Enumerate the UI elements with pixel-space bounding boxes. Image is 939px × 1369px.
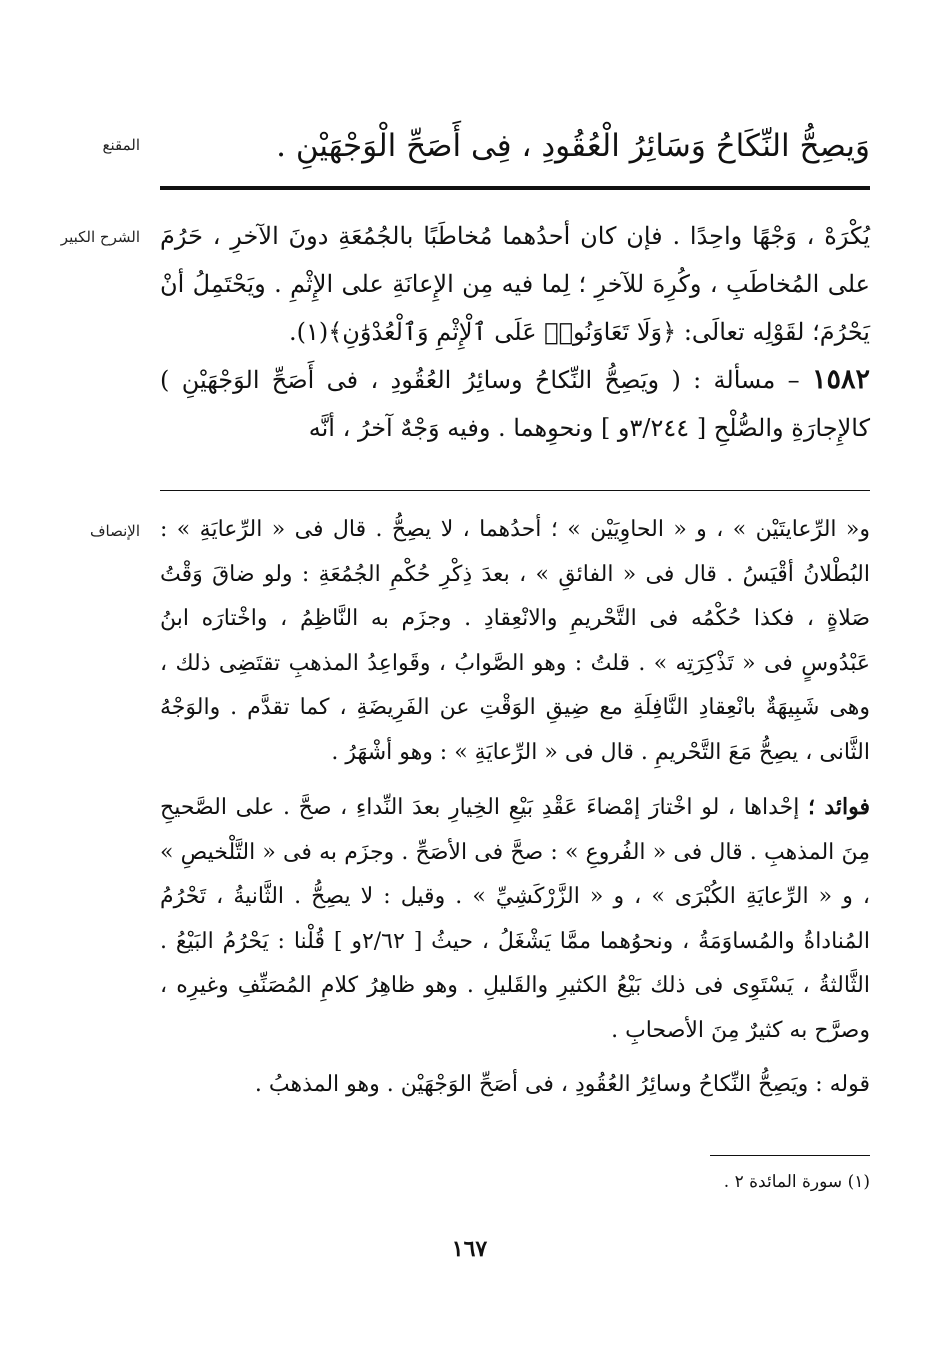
insaf-paragraph-1: و« الرِّعايتَيْن » ، و « الحاوِيَيْن » ؛ أحدُهما ، لا يصِحُّ . قال فى « الرِّعايَةِ » : البُطْلانُ أقْيَسُ . قال فى « الفائقِ » ، بعدَ ذِكْرِ حُكْمِ الجُمُعَةِ : ولو ضاقَ وَقْتُ صَلاةٍ ، فكذا حُكْمُه فى التَّحْريمِ والانْعِقادِ . وجزَم به النَّاظِمُ ، واخْتارَه ابنُ عَبْدُوسٍ فى « تَذْكِرَتِه » . قلتُ : وهو الصَّوابُ ، وقَواعِدُ المذهبِ تقتَضِى ذلك ، وهى شَبِيهَةٌ بانْعِقادِ النَّافِلَةِ مع ضِيقِ الوَقْتِ عن الفَرِيضَةِ ، كما تقدَّم . والوَجْهُ الثَّانى ، يصِحُّ مَعَ التَّحْريمِ . قال فى « الرِّعايَةِ » : وهو أشْهَرُ .: [160, 517, 871, 765]
insaf-paragraph-2: [160, 785, 870, 1053]
page-number: ١٦٧: [451, 1236, 488, 1262]
sharh-intro: يُكْرَهْ ، وَجْهًا واحِدًا . فإن كان أحدُهما مُخاطَبًا بالجُمُعَةِ دونَ الآخرِ ، حَرُمَ على المُخاطَبِ ، وكُرِهَ للآخرِ ؛ لِما فيه مِن الإِعانَةِ على الإِثْمِ . ويَحْتَمِلُ أنْ يَحْرُمَ؛ لقَوْلِه تعالَى: ﴿وَلَا تَعَاوَنُوا۟ عَلَى ٱلْإِثْمِ وَٱلْعُدْوَٰنِ﴾(١).: [160, 222, 870, 346]
fawaid-heading: فوائد ؛: [808, 794, 870, 820]
insaf-paragraph-3: قوله : ويَصِحُّ النِّكاحُ وسائِرُ العُقُودِ ، فى أصَحِّ الوَجْهَيْن . وهو المذهبُ .: [254, 1072, 870, 1097]
footnote: (١) سورة المائدة ٢ .: [723, 1172, 870, 1192]
masala-number: ١٥٨٢: [811, 364, 870, 395]
masala-paragraph: [160, 356, 870, 452]
footnote-divider: [710, 1155, 870, 1156]
insaf-side-label: الإنصاف: [89, 522, 140, 540]
insaf-section: [160, 508, 870, 1108]
matn-side-label: المقنع: [102, 136, 140, 154]
section-divider-thin: [160, 490, 870, 491]
section-divider-thick: [160, 186, 870, 190]
fawaid-text: إحْداها ، لو اخْتارَ إمْضاءَ عَقْدِ بَيْعِ الخِيارِ بعدَ النِّداءِ ، صحَّ . على الصَّحيحِ مِنَ المذهبِ . قال فى « الفُروعِ » : صحَّ فى الأصَحِّ . وجزَم به فى « التَّلْخيصِ » ، و « الرِّعايَةِ الكُبْرَى » ، و « الزَّرْكَشِيِّ » . وقيل : لا يصِحُّ . الثَّانيةُ ، تَحْرُمُ المُناداةُ والمُساوَمَةُ ، ونحوُهما ممَّا يَشْغَلُ ، حيثُ [ ٢/٦٢و ] قُلْنا : يَحْرُمُ البَيْعُ . الثَّالثةُ ، يَسْتَوِى فى ذلك بَيْعُ الكثيرِ والقَليلِ . وهو ظاهِرُ كلامِ المُصَنِّفِ وغيرِه ، وصرَّح به كثيرٌ مِنَ الأصحابِ .: [160, 795, 870, 1043]
matn-text: وَيصِحُّ النِّكَاحُ وَسَائِرُ الْعُقُودِ ، فِى أَصَحِّ الْوَجْهَيْنِ .: [276, 128, 870, 164]
masala-text: – مسألة : ( ويَصِحُّ النِّكاحُ وسائِرُ العُقُودِ ، فى أَصَحِّ الوَجْهَيْنِ ) كالإِجارَةِ والصُّلْحِ [ ٣/٢٤٤و ] ونحوِهما . وفيه وَجْهٌ آخرُ ، أنَّه: [160, 366, 870, 442]
sharh-side-label: الشرح الكبير: [60, 228, 140, 246]
sharh-section: [160, 212, 870, 452]
